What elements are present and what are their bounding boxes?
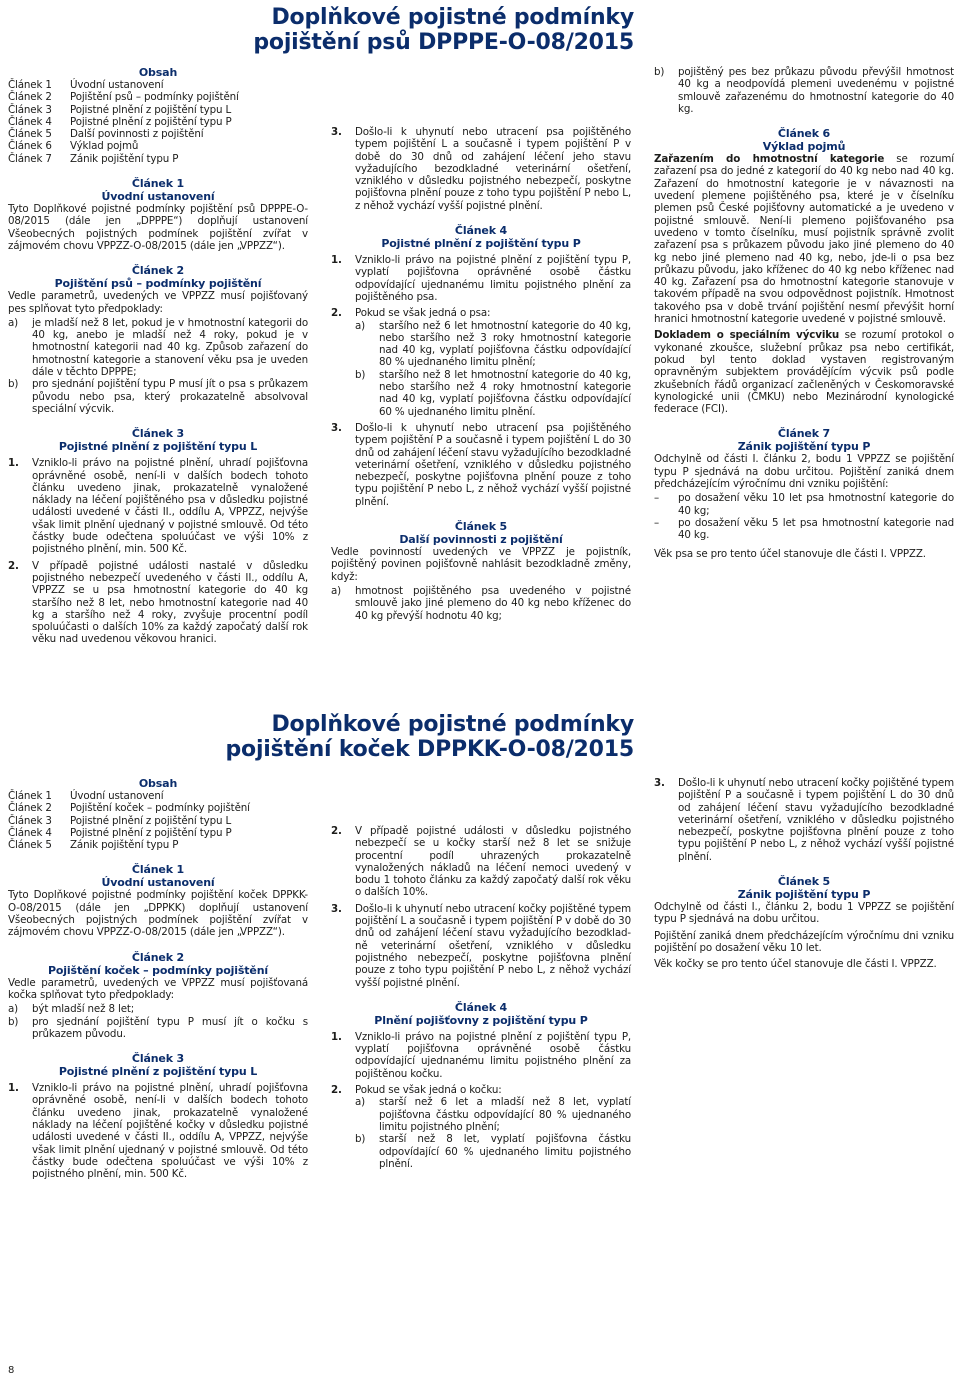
- toc-text: Výklad pojmů: [70, 140, 139, 153]
- doc1-column-2: [331, 66, 631, 622]
- article-heading: [8, 177, 308, 203]
- toc-text: Pojistné plnění z pojištění typu P: [70, 115, 232, 128]
- article-heading: [654, 127, 954, 153]
- toc-num: Článek 3: [8, 103, 52, 116]
- sub-item: [355, 320, 631, 369]
- list-item: [8, 1016, 308, 1041]
- doc1-column-3: [654, 66, 954, 562]
- toc-row: [8, 153, 308, 165]
- paragraph: Odchylně od části I. článku 2, bodu 1 VPPZZ se pojištění typu P sjednává na dobu určitou. Pojištění zaniká dnem předcházejícím výročnímu dni vzniku pojištění:: [654, 453, 954, 491]
- list-item: [331, 903, 631, 989]
- sub-item: [355, 369, 631, 418]
- list-item: [331, 422, 631, 508]
- toc-num: Článek 5: [8, 839, 52, 852]
- dash-bullet: –: [654, 516, 659, 529]
- article-heading: [8, 1052, 308, 1078]
- article-number: Článek 6: [777, 127, 831, 141]
- paragraph: Odchylně od části I., článku 2, bodu 1 VPPZZ se pojištění typu P sjednává na dobu určitou.: [654, 901, 954, 926]
- doc2-title-line2: pojištění koček DPPKK-O-08/2015: [225, 737, 634, 762]
- article-heading: [331, 1001, 631, 1027]
- defined-term: Dokladem o speciálním výcviku: [654, 329, 840, 342]
- doc1-column-1: [8, 66, 308, 646]
- definition-text: se rozumí zařazení psa do jedné z kategorií do 40 kg nebo nad 40 kg. Zařazení do hmotnostní kategorie je v návaznosti na uvedení plemene pojištěného psa, které je v číselníku plemen psů České pojišťovny automatické a je uvedeno v pojistné smlouvě. Není-li plemeno pojišťovaného psa uvedeno v tomto číselníku, musí pojistník správně zvolit zařazení psa s průkazem původu jako jiné plemeno do 40 kg nebo jiné plemeno nad 40 kg, nebo, jde-li o psa bez průkazu původu, jako kříženec do 40 kg nebo kříženec nad 40 kg. Zařazení psa do hmotnostní kategorie stanovuje v takovém případě na svou odpovědnost pojistník. Hmotnost takového psa v době trvání pojištění nesmí převýšit horní hranici hmotnostní kategorie uvedené v pojistné smlouvě.: [654, 153, 954, 326]
- article-heading: [331, 224, 631, 250]
- list-text: Došlo-li k uhynutí nebo utracení psa pojištěného typem pojištění P a současně i typem pojištění L do 30 dnů od zahájení léčení stavu vyžadujícího bezodkladné veterinární ošetření, vzniklého v důsledku pojistného nebezpečí, poskytne pojišťovna plnění pouze z toho typu pojištění P nebo L, z něhož vychází vyšší pojistné plnění.: [355, 421, 631, 508]
- article-number: Článek 4: [454, 1000, 508, 1014]
- list-label: b): [355, 368, 366, 381]
- list-item: [331, 126, 631, 212]
- list-label: b): [8, 378, 19, 391]
- article-number: Článek 3: [131, 1052, 185, 1066]
- list-text: je mladší než 8 let, pokud je v hmotnostní kategorii do 40 kg, anebo je mladší než 4 roky, pokud je v hmotnostní kategorii nad 40 kg. Způsob zařazení do hmotnostní kategorie a stanovení věku psa je uveden dále v těchto DPPPE;: [32, 316, 308, 379]
- toc-num: Článek 1: [8, 790, 52, 802]
- article-number: Článek 4: [454, 224, 508, 238]
- list-item: [331, 585, 631, 622]
- paragraph: Vedle parametrů, uvedených ve VPPZZ musí pojišťovaná kočka splňovat tyto předpoklady:: [8, 976, 308, 1001]
- dash-bullet: –: [654, 492, 659, 505]
- list-item: [331, 307, 631, 418]
- toc-text: Úvodní ustanovení: [70, 79, 164, 91]
- list-label: a): [355, 319, 366, 332]
- list-text: Vzniklo-li právo na pojistné plnění, uhradí pojišťovna oprávněné osobě, není-li v dalších bodech tohoto článku uvedeno jinak, prokazatelně vynaložené náklady na léčení pojištěného psa v důsledku pojistné události uvedené v části II., oddílu A, VPPZZ, nejvýše však limit plnění ujednaný v pojistné smlouvě. Od této částky bude odečtena spoluúčast ve výši 10% z pojistného plnění, min. 500 Kč.: [32, 457, 308, 556]
- article-heading: [8, 951, 308, 977]
- doc2-column-3: [654, 777, 954, 973]
- article-title: Pojistné plnění z pojištění typu P: [381, 237, 581, 251]
- list-item: [8, 378, 308, 415]
- article-title: Pojistné plnění z pojištění typu L: [58, 440, 258, 454]
- article-number: Článek 1: [131, 863, 185, 877]
- toc-text: Pojistné plnění z pojištění typu P: [70, 826, 232, 839]
- list-text: Došlo-li k uhynutí nebo utracení psa pojištěného typem pojištění L a současně i typem pojištění P v době do 30 dnů od zahájení léčení jeho stavu vyžadujícího bezodkladné veterinární ošetření, vzniklého v důsledku pojistného nebezpečí, poskytne pojišťovna plnění pouze z toho typu pojištění P nebo L, z něhož vychází vyšší pojistné plnění.: [355, 126, 631, 212]
- list-text: staršího než 6 let hmotnostní kategorie do 40 kg, nebo staršího než 3 roky hmotnostní kategorie nad 40 kg, vyplatí pojišťovna částku odpovídající 80 % ujednaného limitu plnění;: [379, 319, 631, 369]
- defined-term: Zařazením do hmotnostní kategorie: [654, 153, 885, 166]
- list-label: a): [331, 584, 342, 597]
- list-text: po dosažení věku 10 let psa hmotnostní kategorie do 40 kg;: [678, 492, 954, 517]
- paragraph: [654, 329, 954, 415]
- list-item: [654, 66, 954, 115]
- list-label: b): [654, 66, 665, 78]
- list-label: a): [8, 316, 19, 329]
- list-label: 3.: [331, 902, 342, 915]
- list-label: b): [8, 1015, 19, 1028]
- list-label: 3.: [331, 421, 342, 434]
- list-item: [331, 1084, 631, 1170]
- toc-row: [8, 790, 308, 802]
- toc-num: Článek 4: [8, 115, 52, 128]
- list-label: 3.: [654, 777, 665, 789]
- list-text: pro sjednání pojištění typu P musí jít o psa s průkazem původu nebo psa, který prokazatelně absolvoval speciální výcvik.: [32, 378, 308, 415]
- article-heading: [654, 875, 954, 901]
- toc-row: [8, 128, 308, 140]
- list-item: [8, 1082, 308, 1180]
- paragraph: Věk kočky se pro tento účel stanovuje dle části I. VPPZZ.: [654, 958, 937, 971]
- article-number: Článek 5: [454, 520, 508, 534]
- list-item: [654, 777, 954, 863]
- toc-heading: Obsah: [138, 66, 178, 79]
- list-text: Vzniklo-li právo na pojistné plnění z pojištění typu P, vyplatí pojišťovna oprávněné osobě částku odpovídající ujednanému limitu pojistného plnění za pojištěnou kočku.: [355, 1030, 631, 1080]
- article-number: Článek 1: [131, 177, 185, 191]
- article-title: Úvodní ustanovení: [101, 876, 215, 890]
- list-item: [654, 492, 954, 517]
- article-number: Článek 2: [131, 264, 185, 278]
- toc-text: Zánik pojištění typu P: [70, 152, 179, 165]
- list-label: 2.: [8, 559, 19, 572]
- list-label: 1.: [8, 457, 19, 470]
- toc-num: Článek 1: [8, 79, 52, 91]
- paragraph: Vedle povinností uvedených ve VPPZZ je pojistník, pojištěný povinen pojišťovně nahlásit bezodkladně změny, když:: [331, 546, 631, 583]
- list-text: Došlo-li k uhynutí nebo utracení kočky pojištěné typem pojištění P a současně i typem pojištění L do 30 dnů od zahájení léčení stavu vyžadujícího bezodkladné veterinární ošetření, vzniklého v důsledku pojistného nebezpečí, poskytne pojišťovna plnění pouze z toho typu pojištění P nebo L, z něhož vychází vyšší pojistné plnění.: [678, 777, 954, 863]
- definition-text: se rozumí protokol o vykonané zkoušce, služební průkaz psa nebo certifikát, pokud byl tento doklad vystaven registrovaným opravněným subjektem provádějícím výcvik psů podle zkušebních řádů organizací začleněných v Českomoravské kynologické unii (ČMKU) nebo Mezinárodní kynologické federace (FCI).: [654, 329, 954, 416]
- article-number: Článek 3: [131, 427, 185, 441]
- toc-text: Úvodní ustanovení: [70, 790, 164, 802]
- toc-text: Zánik pojištění typu P: [70, 839, 179, 852]
- toc-row: [8, 91, 308, 103]
- toc-row: [8, 827, 308, 839]
- article-title: Pojištění koček – podmínky pojištění: [47, 963, 268, 977]
- toc-num: Článek 7: [8, 152, 52, 165]
- doc2-column-2: [331, 777, 631, 1170]
- page-number: 8: [8, 1365, 15, 1376]
- toc-num: Článek 6: [8, 140, 52, 153]
- list-text: starší než 6 let a mladší než 8 let, vyplatí pojišťovna částku odpovídající 80 % ujednaného limitu pojistného plnění;: [379, 1096, 631, 1133]
- list-item: [8, 317, 308, 378]
- list-item: [8, 560, 308, 646]
- list-text: V případě pojistné události nastalé v důsledku pojistného nebezpečí uvedeného v části II., oddílu A, VPPZZ se u psa hmotnostní kategorie do 40 kg staršího než 8 let, nebo hmotnostní kategorie nad 40 kg a staršího než 4 roky, zvyšuje procentní podíl spoluúčasti o dalších 10% za každý započatý další rok věku nad uvedenou věkovou hranici.: [32, 559, 308, 646]
- article-title: Plnění pojišťovny z pojištění typu P: [374, 1013, 588, 1027]
- doc1-title: [253, 5, 634, 55]
- list-label: b): [355, 1133, 366, 1146]
- list-text: Pokud se však jedná o kočku:: [355, 1084, 502, 1097]
- list-label: 2.: [331, 825, 342, 837]
- toc-num: Článek 4: [8, 826, 52, 839]
- toc-text: Pojistné plnění z pojištění typu L: [70, 814, 232, 827]
- toc-text: Pojištění psů – podmínky pojištění: [70, 91, 239, 104]
- doc1-title-line2: pojištění psů DPPPE-O-08/2015: [253, 30, 634, 55]
- list-text: staršího než 8 let hmotnostní kategorie do 40 kg, nebo staršího než 4 roky hmotnostní kategorie nad 40 kg, vyplatí pojišťovna částku odpovídající 60 % ujednaného limitu plnění.: [379, 368, 631, 418]
- list-label: a): [8, 1003, 19, 1016]
- paragraph: Tyto Doplňkové pojistné podmínky pojištění koček DPPKK-O-08/2015 (dále jen „DPPKK) doplňují ustanovení Všeobecných pojistných podmínek pojištění zvířat v zájmovém chovu VPPZZ-O-08/2015 (dále jen „VPPZZ“).: [8, 889, 308, 939]
- list-item: [654, 517, 954, 542]
- doc2-title-line1: Doplňkové pojistné podmínky: [271, 712, 634, 737]
- list-text: pro sjednání pojištění typu P musí jít o kočku s průkazem původu.: [32, 1015, 308, 1040]
- toc-heading: Obsah: [138, 777, 178, 790]
- paragraph: Tyto Doplňkové pojistné podmínky pojištění psů DPPPE-O-08/2015 (dále jen „DPPPE“) doplňují ustanovení Všeobecných pojistných podmínek pojištění zvířat v zájmovém chovu VPPZZ-O-08/2015 (dále jen „VPPZZ“).: [8, 203, 308, 252]
- list-text: Pokud se však jedná o psa:: [355, 307, 491, 320]
- toc-num: Článek 5: [8, 128, 52, 141]
- article-title: Úvodní ustanovení: [101, 190, 215, 204]
- toc-row: [8, 839, 308, 851]
- article-title: Výklad pojmů: [762, 140, 846, 154]
- list-label: 3.: [331, 126, 342, 138]
- list-item: [331, 825, 631, 899]
- article-number: Článek 5: [777, 875, 831, 889]
- list-label: 1.: [331, 254, 342, 267]
- article-heading: [654, 427, 954, 453]
- list-item: [8, 1003, 308, 1015]
- list-label: 1.: [8, 1082, 19, 1095]
- toc-row: [8, 802, 308, 814]
- article-title: Zánik pojištění typu P: [737, 888, 871, 902]
- toc-num: Článek 2: [8, 802, 52, 815]
- list-text: pojištěný pes bez průkazu původu převýšil hmotnost 40 kg a neodpovídá plemeni uvedenému v pojistné smlouvě zařazenému do hmotnostní kategorie do 40 kg.: [678, 66, 954, 115]
- sub-item: [355, 1133, 631, 1170]
- toc-text: Pojištění koček – podmínky pojištění: [70, 802, 250, 815]
- list-label: 2.: [331, 1084, 342, 1097]
- article-title: Další povinnosti z pojištění: [399, 533, 563, 547]
- doc2-title: [226, 712, 635, 762]
- toc-num: Článek 2: [8, 91, 52, 104]
- list-text: Vzniklo-li právo na pojistné plnění, uhradí pojišťovna oprávněné osobě, není-li v dalších bodech tohoto článku uvedeno jinak, prokazatelně vynaložené náklady na léčení pojištěné kočky v důsledku pojistné události uvedené v části II., oddílu A, VPPZZ, nejvýše však limit plnění ujednaný v pojistné smlouvě. Od této částky bude odečtena spoluúčast ve výši 10% z pojistného plnění, min. 500 Kč.: [32, 1082, 308, 1181]
- doc2-column-1: [8, 777, 308, 1181]
- paragraph: Vedle parametrů, uvedených ve VPPZZ musí pojišťovaný pes splňovat tyto předpoklady:: [8, 290, 308, 315]
- toc-text: Pojistné plnění z pojištění typu L: [70, 103, 232, 116]
- list-label: a): [355, 1096, 366, 1109]
- article-heading: [331, 520, 631, 546]
- article-title: Pojistné plnění z pojištění typu L: [58, 1065, 258, 1079]
- article-heading: [8, 264, 308, 290]
- sub-item: [355, 1096, 631, 1133]
- paragraph: Pojištění zaniká dnem předcházejícím výročnímu dni vzniku pojištění po dosažení věku 10 let.: [654, 929, 954, 954]
- toc-row: [8, 104, 308, 116]
- toc-text: Další povinnosti z pojištění: [70, 128, 204, 141]
- list-item: [8, 457, 308, 555]
- toc-row: [8, 79, 308, 91]
- paragraph: Věk psa se pro tento účel stanovuje dle části I. VPPZZ.: [654, 547, 926, 560]
- list-text: Došlo-li k uhynutí nebo utracení kočky pojištěné typem pojištění L a současně i typem pojištění P v době do 30 dnů od zahájení léčení stavu vyžadujícího bezodklad- ně veterinární ošetření, vzniklého v důsledku pojistného nebezpečí, poskytne pojišťovna plnění pouze z toho typu pojištění P nebo L, z něhož vychází vyšší pojistné plnění.: [355, 902, 631, 989]
- paragraph: [654, 153, 954, 325]
- toc-row: [8, 116, 308, 128]
- article-heading: [8, 863, 308, 889]
- article-heading: [8, 427, 308, 453]
- article-number: Článek 2: [131, 950, 185, 964]
- list-label: 1.: [331, 1030, 342, 1043]
- article-number: Článek 7: [777, 427, 831, 441]
- list-text: hmotnost pojištěného psa uvedeného v pojistné smlouvě jako jiné plemeno do 40 kg nebo kříženec do 40 kg převýší hodnotu 40 kg;: [355, 584, 631, 622]
- list-item: [331, 254, 631, 303]
- list-text: Vzniklo-li právo na pojistné plnění z pojištění typu P, vyplatí pojišťovna oprávněné osobě částku odpovídající ujednanému limitu pojistného plnění za pojištěného psa.: [355, 254, 631, 303]
- list-text: po dosažení věku 5 let psa hmotnostní kategorie nad 40 kg.: [678, 516, 954, 542]
- toc-row: [8, 140, 308, 152]
- list-label: 2.: [331, 307, 342, 320]
- toc-num: Článek 3: [8, 814, 52, 827]
- list-text: starší než 8 let, vyplatí pojišťovna částku odpovídající 60 % ujednaného limitu pojistného plnění.: [379, 1133, 631, 1170]
- toc-row: [8, 815, 308, 827]
- article-title: Zánik pojištění typu P: [737, 440, 871, 454]
- list-text: být mladší než 8 let;: [32, 1003, 135, 1016]
- doc1-title-line1: Doplňkové pojistné podmínky: [271, 5, 634, 30]
- article-title: Pojištění psů – podmínky pojištění: [54, 277, 262, 291]
- list-item: [331, 1031, 631, 1080]
- list-text: V případě pojistné události v důsledku pojistného nebezpečí se u kočky starší než 8 let se snižuje procentní podíl uhrazených prokazatelně vynaložených nákladů na léčení nemoci uvedený v bodu 1 tohoto článku za každý započatý další rok věku o dalších 10%.: [355, 825, 631, 899]
